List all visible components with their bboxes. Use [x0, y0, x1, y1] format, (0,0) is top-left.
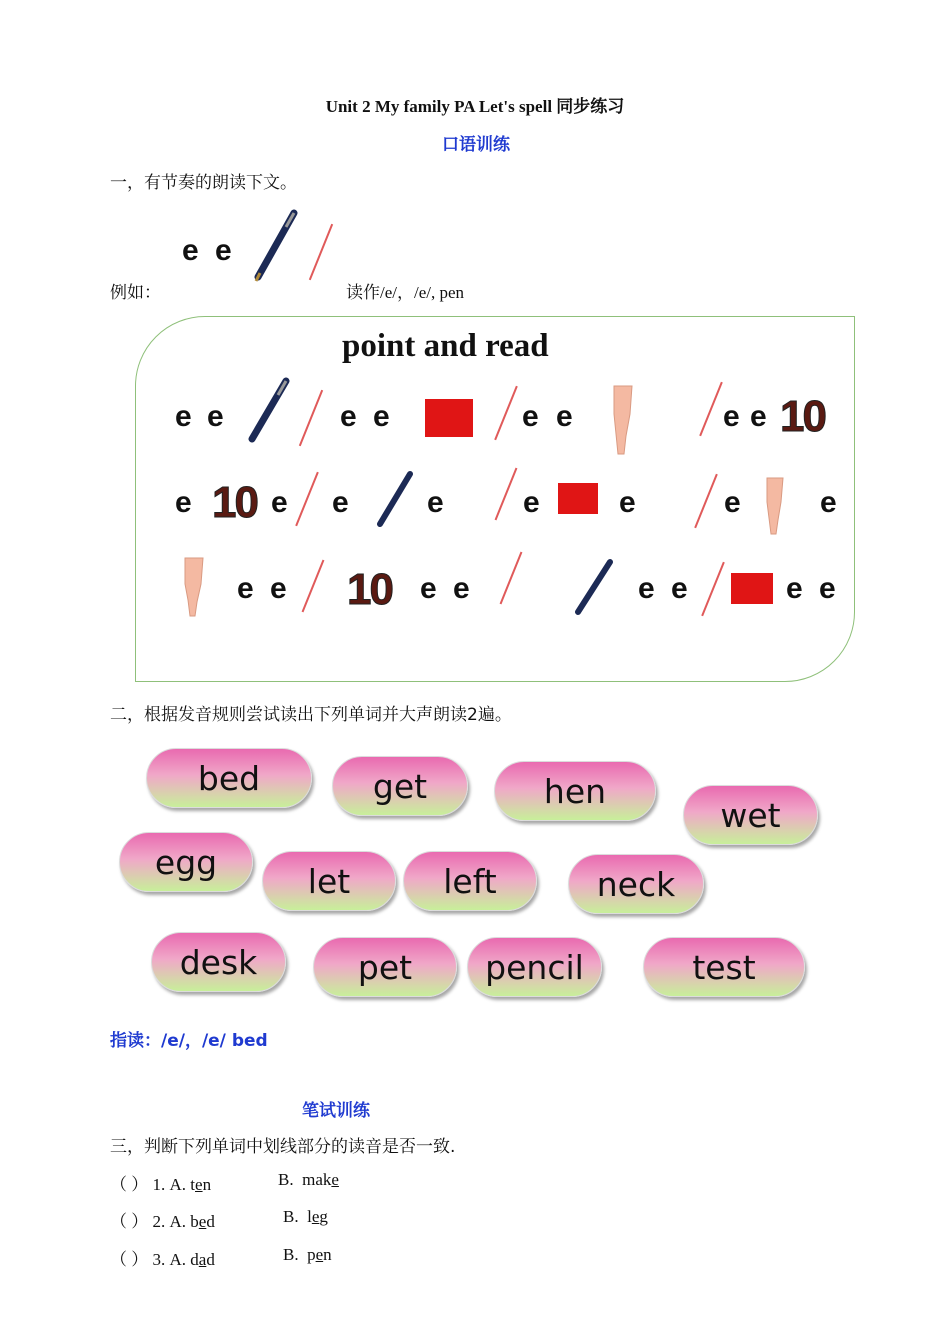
pen-icon [240, 375, 296, 447]
letter-e: e [271, 486, 288, 519]
underlined-letter: e [311, 1207, 320, 1226]
word-card-let[interactable]: let [262, 851, 396, 911]
letter-e: e [786, 572, 803, 605]
letter-e: e [820, 486, 837, 519]
letter-e: e [237, 572, 254, 605]
word-card-wet[interactable]: wet [683, 785, 818, 845]
letter-e: e [373, 400, 390, 433]
underlined-letter: e [315, 1245, 324, 1264]
letter-e: e [175, 486, 192, 519]
underlined-letter: e [195, 1175, 203, 1194]
word-card-neck[interactable]: neck [568, 854, 704, 914]
red-square-icon [558, 483, 598, 514]
word-part: d [206, 1250, 215, 1269]
slash-divider [309, 224, 333, 280]
option-label: B. [283, 1245, 299, 1264]
word-card-desk[interactable]: desk [151, 932, 286, 992]
answer-blank[interactable]: （ ） [110, 1250, 149, 1269]
option-label: B. [278, 1170, 294, 1189]
letter-e: e [207, 400, 224, 433]
letter-e: e [619, 486, 636, 519]
letter-e: e [332, 486, 349, 519]
underlined-letter: e [198, 1212, 207, 1231]
question-number: 1. A. [152, 1175, 187, 1194]
option-label: B. [283, 1207, 299, 1226]
word-part: n [202, 1175, 212, 1194]
pen-icon [372, 470, 416, 530]
section1-instruction: 一，有节奏的朗读下文。 [110, 173, 297, 193]
section3-instruction: 三，判断下列单词中划线部分的读音是否一致. [110, 1137, 456, 1157]
word-part: d [206, 1212, 215, 1231]
word-card-bed[interactable]: bed [146, 748, 312, 808]
word-part: p [307, 1245, 316, 1264]
leg-icon [182, 556, 206, 618]
word-card-egg[interactable]: egg [119, 832, 253, 892]
letter-e: e [453, 572, 470, 605]
word-card-hen[interactable]: hen [494, 761, 656, 821]
letter-e: e [671, 572, 688, 605]
letter-e: e [420, 572, 437, 605]
pointing-guide: 指读：/e/，/e/ bed [110, 1031, 268, 1051]
word-part: b [190, 1212, 199, 1231]
letter-e: e [270, 572, 287, 605]
letter-e: e [175, 400, 192, 433]
example-label: 例如： [110, 283, 161, 303]
answer-blank[interactable]: （ ） [110, 1175, 149, 1194]
leg-icon [764, 476, 786, 536]
section2-instruction: 二，根据发音规则尝试读出下列单词并大声朗读2遍。 [110, 705, 512, 725]
word-part: mak [302, 1170, 332, 1189]
question-row [110, 1207, 215, 1232]
question-row [110, 1245, 215, 1270]
number-ten-icon: 10 [780, 392, 825, 441]
page-title: Unit 2 My family PA Let's spell 同步练习 [325, 97, 625, 116]
word-card-pet[interactable]: pet [313, 937, 457, 997]
option-b [283, 1245, 332, 1265]
red-square-icon [425, 399, 473, 437]
word-part: n [323, 1245, 332, 1264]
word-card-pencil[interactable]: pencil [467, 937, 602, 997]
pen-icon [570, 558, 616, 618]
word-part: l [307, 1207, 312, 1226]
red-square-icon [731, 573, 773, 604]
question-number: 2. A. [152, 1212, 187, 1231]
letter-e: e [523, 486, 540, 519]
number-ten-icon: 10 [347, 565, 392, 614]
word-part: d [190, 1250, 199, 1269]
underlined-letter: e [331, 1170, 339, 1189]
box-title: point and read [342, 328, 549, 364]
letter-e: e [638, 572, 655, 605]
word-card-get[interactable]: get [332, 756, 468, 816]
option-b [283, 1207, 328, 1227]
option-b [278, 1170, 339, 1190]
number-ten-icon: 10 [212, 478, 257, 527]
pen-icon [246, 205, 306, 285]
letter-e: e [724, 486, 741, 519]
word-part: t [190, 1175, 196, 1194]
word-card-left[interactable]: left [403, 851, 537, 911]
example-reading: 读作/e/，/e/, pen [346, 283, 465, 302]
letter-e: e [340, 400, 357, 433]
answer-blank[interactable]: （ ） [110, 1212, 149, 1231]
question-row [110, 1170, 211, 1195]
letter-e: e [750, 400, 767, 433]
word-card-test[interactable]: test [643, 937, 805, 997]
letter-e: e [556, 400, 573, 433]
letter-e: e [819, 572, 836, 605]
example-letters: e e [182, 234, 232, 267]
leg-icon [610, 384, 636, 456]
letter-e: e [427, 486, 444, 519]
oral-heading: 口语训练 [442, 135, 510, 155]
letter-e: e [723, 400, 740, 433]
underlined-letter: a [198, 1250, 207, 1269]
question-number: 3. A. [152, 1250, 187, 1269]
written-heading: 笔试训练 [302, 1101, 370, 1121]
letter-e: e [522, 400, 539, 433]
word-part: g [319, 1207, 328, 1226]
